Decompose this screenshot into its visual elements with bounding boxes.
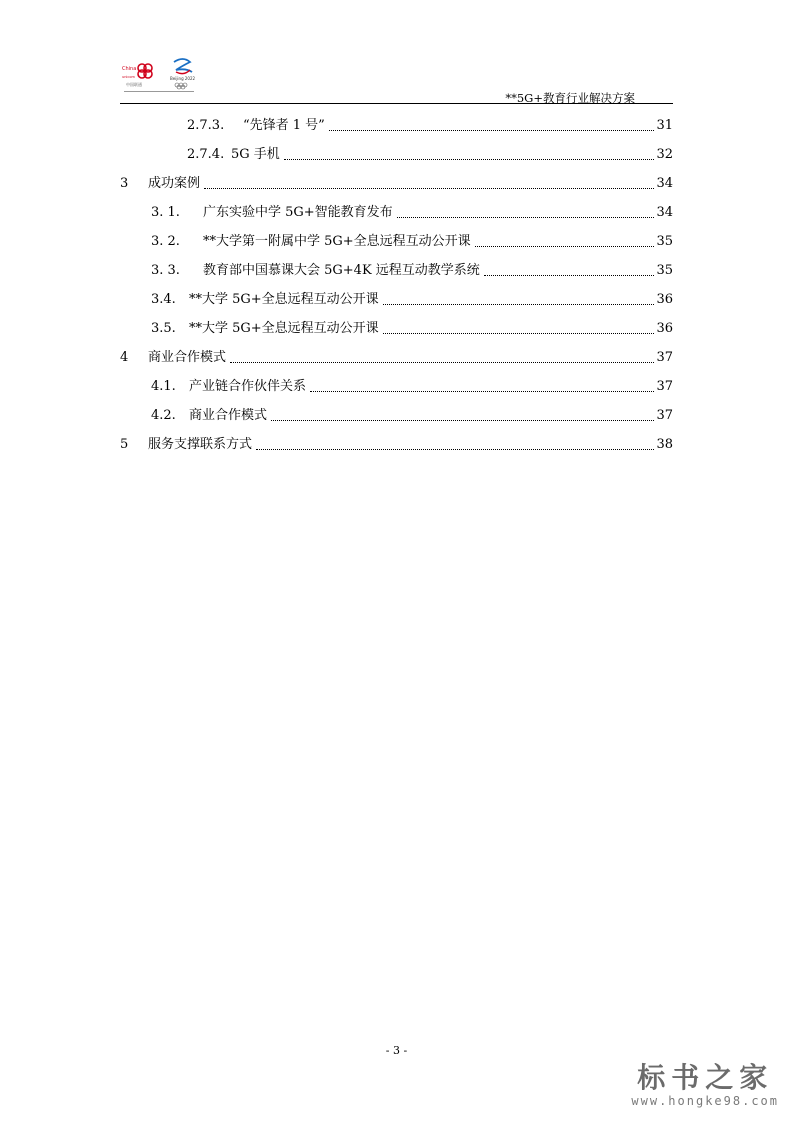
toc-title: 成功案例 xyxy=(148,176,201,191)
toc-dot-leader xyxy=(484,275,655,276)
svg-text:中国联通: 中国联通 xyxy=(126,82,142,87)
toc-number: 3. 2. xyxy=(151,234,180,249)
toc-page-number: 36 xyxy=(656,292,673,307)
toc-page-number: 37 xyxy=(656,350,673,365)
svg-text:China: China xyxy=(122,66,137,72)
toc-title: 产业链合作伙伴关系 xyxy=(189,379,307,394)
toc-number: 2.7.4. xyxy=(187,147,225,162)
toc-number: 4 xyxy=(120,350,129,365)
toc-dot-leader xyxy=(256,449,654,450)
toc-entry[interactable] xyxy=(187,111,673,135)
toc-entry[interactable] xyxy=(151,401,673,425)
toc-title: 教育部中国慕课大会 5G+4K 远程互动教学系统 xyxy=(203,263,480,278)
toc-dot-leader xyxy=(230,362,654,363)
toc-title: **大学 5G+全息远程互动公开课 xyxy=(189,292,379,307)
toc-page-number: 37 xyxy=(656,379,673,394)
toc-title: 服务支撑联系方式 xyxy=(148,437,253,452)
toc-title: 商业合作模式 xyxy=(148,350,227,365)
toc-dot-leader xyxy=(475,246,655,247)
svg-text:unicom: unicom xyxy=(122,75,135,79)
toc-page-number: 32 xyxy=(656,147,673,162)
toc-title: **大学 5G+全息远程互动公开课 xyxy=(189,321,379,336)
header-title: **5G+教育行业解决方案 xyxy=(505,91,635,105)
toc-entry[interactable] xyxy=(120,343,673,367)
watermark xyxy=(631,1062,779,1108)
toc-entry[interactable] xyxy=(151,314,673,338)
toc-dot-leader xyxy=(271,420,654,421)
toc-title: **大学第一附属中学 5G+全息远程互动公开课 xyxy=(203,234,471,249)
page-number: - 3 - xyxy=(385,1044,408,1057)
toc-title: 广东实验中学 5G+智能教育发布 xyxy=(203,205,393,220)
toc-title: 商业合作模式 xyxy=(189,408,268,423)
toc-number: 2.7.3. xyxy=(187,118,225,133)
svg-text:Beijing 2022: Beijing 2022 xyxy=(170,76,196,81)
toc-number: 3. 3. xyxy=(151,263,180,278)
toc-entry[interactable] xyxy=(120,430,673,454)
toc-page-number: 36 xyxy=(656,321,673,336)
toc-entry[interactable] xyxy=(151,372,673,396)
toc-page-number: 37 xyxy=(656,408,673,423)
toc-number: 4.2. xyxy=(151,408,176,423)
toc-number: 3 xyxy=(120,176,129,191)
toc-entry[interactable] xyxy=(151,256,673,280)
toc-dot-leader xyxy=(329,130,655,131)
toc-page-number: 34 xyxy=(656,176,673,191)
beijing-2022-olympics-logo xyxy=(168,56,198,90)
watermark-url: www.hongke98.com xyxy=(631,1094,779,1108)
toc-title: “先锋者 1 号” xyxy=(243,118,325,133)
toc-entry[interactable] xyxy=(151,198,673,222)
toc-number: 3. 1. xyxy=(151,205,180,220)
toc-number: 3.5. xyxy=(151,321,176,336)
toc-page-number: 35 xyxy=(656,263,673,278)
watermark-logo-text: 标书之家 xyxy=(637,1061,774,1094)
toc-entry[interactable] xyxy=(151,285,673,309)
toc-dot-leader xyxy=(284,159,655,160)
toc-page-number: 35 xyxy=(656,234,673,249)
toc-dot-leader xyxy=(383,304,655,305)
toc-dot-leader xyxy=(397,217,655,218)
toc-entry[interactable] xyxy=(187,140,673,164)
toc-number: 3.4. xyxy=(151,292,176,307)
toc-page-number: 31 xyxy=(656,118,673,133)
toc-entry[interactable] xyxy=(120,169,673,193)
toc-dot-leader xyxy=(204,188,654,189)
toc-dot-leader xyxy=(383,333,655,334)
toc-page-number: 34 xyxy=(656,205,673,220)
header-divider xyxy=(120,103,673,104)
toc-dot-leader xyxy=(310,391,654,392)
toc-page-number: 38 xyxy=(656,437,673,452)
toc-title: 5G 手机 xyxy=(231,147,280,162)
toc-entry[interactable] xyxy=(151,227,673,251)
toc-number: 4.1. xyxy=(151,379,176,394)
toc-number: 5 xyxy=(120,437,129,452)
